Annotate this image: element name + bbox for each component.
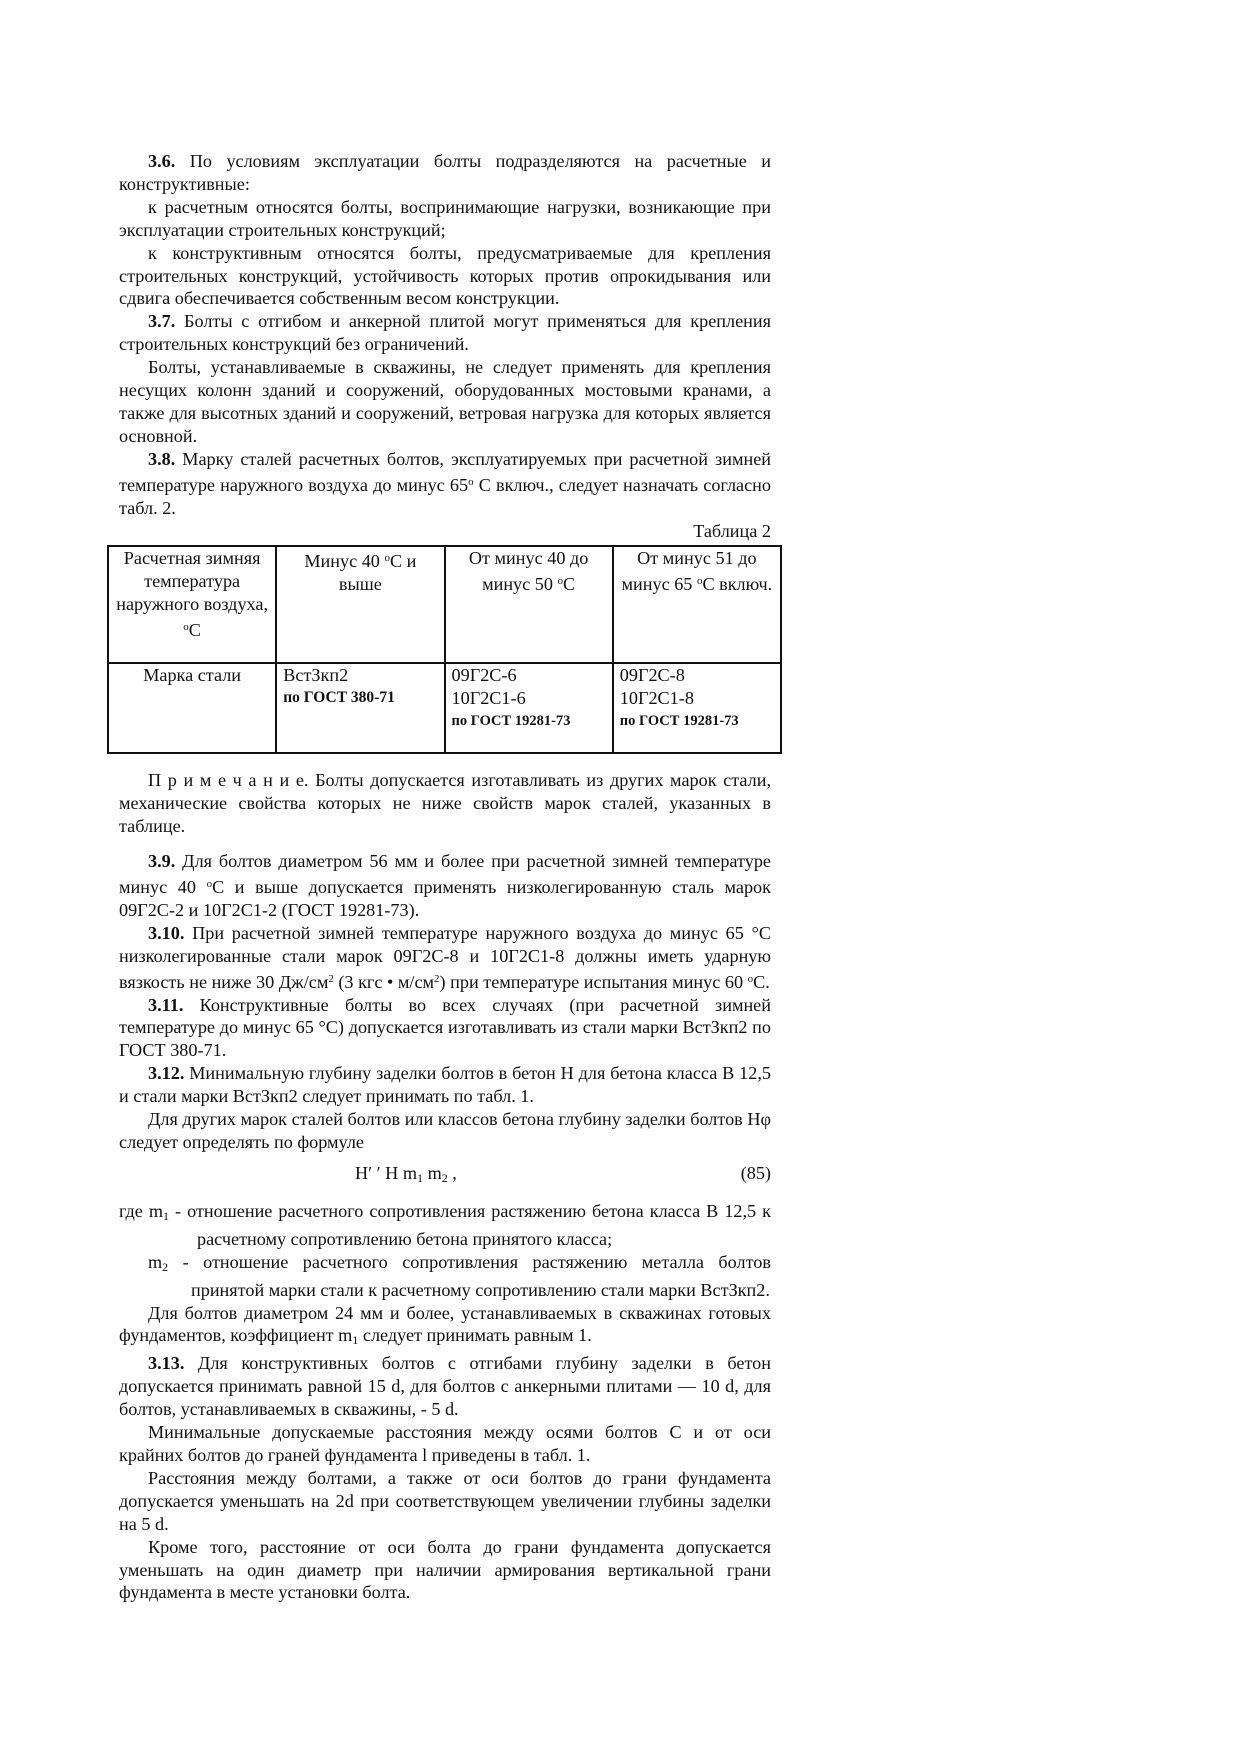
where-m1: где $m_1$ - отношение расчетного сопротивления растяжению бетона класса В 12,5 к расчетному сопротивлению бетона принятого класса; <box>119 1200 771 1249</box>
paragraph-3-8 <box>119 448 771 520</box>
table-cell: ВстЗкп2 по ГОСТ 380-71 <box>276 663 444 753</box>
table-note: П р и м е ч а н и е. Болты допускается изготавливать из других марок стали, механические свойства которых не ниже свойств марок сталей, указанных в таблице. <box>119 770 771 837</box>
where-m2: $m_2$ - отношение расчетного сопротивления растяжению металла болтов принятой марки стали к расчетному сопротивлению стали марки ВстЗкп2. <box>148 1251 771 1300</box>
table-header-cell: От минус 51 до минус 65 $^o$C включ. <box>613 546 781 663</box>
table-header-cell: Минус 40 $^o$C и выше <box>276 546 444 663</box>
table-header-row <box>108 546 781 663</box>
table-header-cell: Расчетная зимняя температура наружного воздуха, $^o$C <box>108 546 276 663</box>
formula-85 <box>119 1162 771 1192</box>
paragraph-3-9: 3.9. Для болтов диаметром 56 мм и более при расчетной зимней температуре минус 40 $^o$С и выше допускается применять низколегированную сталь марок 09Г2С-2 и 10Г2С1-2 (ГОСТ 19281-73). <box>119 851 771 920</box>
table-cell: 09Г2С-8 10Г2С1-8 по ГОСТ 19281-73 <box>613 663 781 753</box>
clause-number: 3.10. <box>148 922 185 943</box>
steel-grade-table <box>107 545 782 754</box>
table-cell: 09Г2С-6 10Г2С1-6 по ГОСТ 19281-73 <box>445 663 613 753</box>
paragraph-3-7 <box>119 310 771 356</box>
table-row <box>108 663 781 753</box>
document-page <box>116 150 773 1604</box>
table-cell: Марка стали <box>108 663 276 753</box>
clause-number: 3.9. <box>148 851 176 872</box>
paragraph-3-7-a: Болты, устанавливаемые в скважины, не следует применять для крепления несущих колонн зданий и сооружений, оборудованных мостовыми кранами, а также для высотных зданий и сооружений, ветровая нагрузка для которых является основной. <box>119 357 771 446</box>
paragraph-3-6-a: к расчетным относятся болты, воспринимающие нагрузки, возникающие при эксплуатации строительных конструкций; <box>119 196 771 240</box>
paragraph-3-11: 3.11. Конструктивные болты во всех случаях (при расчетной зимней температуре до минус 65 °С) допускается изготавливать из стали марки ВстЗкп2 по ГОСТ 380-71. <box>119 994 771 1061</box>
paragraph-3-13-b: Расстояния между болтами, а также от оси болтов до грани фундамента допускается уменьшать на 2d при соответствующем увеличении глубины заделки на 5 d. <box>119 1467 771 1534</box>
formula-number: (85) <box>740 1162 771 1183</box>
clause-number: 3.6. <box>148 151 176 171</box>
clause-number: 3.13. <box>148 1353 185 1374</box>
paragraph-3-6 <box>119 150 771 196</box>
paragraph-text: По условиям эксплуатации болты подразделяются на расчетные и конструктивные: <box>119 151 771 194</box>
clause-number: 3.7. <box>148 311 176 332</box>
paragraph-3-12-b: Для болтов диаметром 24 мм и более, устанавливаемых в скважинах готовых фундаментов, коэффициент $m_1$ следует принимать равным 1. <box>119 1302 771 1348</box>
table-header-cell: От минус 40 до минус 50 $^o$C <box>445 546 613 663</box>
paragraph-text: Марку сталей расчетных болтов, эксплуатируемых при расчетной зимней температуре наружного воздуха до минус 65 <box>119 448 771 495</box>
paragraph-3-12: 3.12. Минимальную глубину заделки болтов в бетон Н для бетона класса В 12,5 и стали марки ВстЗкп2 следует принимать по табл. 1. <box>119 1063 771 1107</box>
paragraph-3-6-b: к конструктивным относятся болты, предусматриваемые для крепления строительных конструкций, устойчивость которых против опрокидывания или сдвига обеспечивается собственным весом конструкции. <box>119 242 771 309</box>
paragraph-text: С включ., следует назначать согласно табл. 2. <box>119 474 771 518</box>
paragraph-3-13-c: Кроме того, расстояние от оси болта до грани фундамента допускается уменьшать на один диаметр при наличии армирования вертикальной грани фундамента в месте установки болта. <box>119 1536 771 1603</box>
table-caption: Таблица 2 <box>693 520 771 541</box>
paragraph-text: Болты с отгибом и анкерной плитой могут применяться для крепления строительных конструкций без ограничений. <box>119 311 771 355</box>
clause-number: 3.8. <box>148 448 176 469</box>
paragraph-3-13-a: Минимальные допускаемые расстояния между осями болтов С и от оси крайних болтов до граней фундамента l приведены в табл. 1. <box>119 1422 771 1465</box>
superscript: o <box>468 475 474 488</box>
clause-number: 3.12. <box>148 1063 185 1084</box>
formula-expression: Н′ ′ Н $m_1$ $m_2$ , <box>355 1162 457 1185</box>
paragraph-3-10: 3.10. При расчетной зимней температуре наружного воздуха до минус 65 °С низколегированные стали марок 09Г2С-8 и 10Г2С1-8 должны иметь ударную вязкость не ниже 30 $Дж/см^2$ (3 кгс • $м/см^2$) при температуре испытания минус 60 $^o$С. <box>119 922 771 992</box>
clause-number: 3.11. <box>148 994 184 1015</box>
paragraph-3-13: 3.13. Для конструктивных болтов с отгибами глубину заделки в бетон допускается принимать равной 15 d, для болтов с анкерными плитами — 10 d, для болтов, устанавливаемых в скважины, - 5 d. <box>119 1353 771 1420</box>
paragraph-3-12-a: Для других марок сталей болтов или классов бетона глубину заделки болтов Нφ следует определять по формуле <box>119 1109 771 1152</box>
